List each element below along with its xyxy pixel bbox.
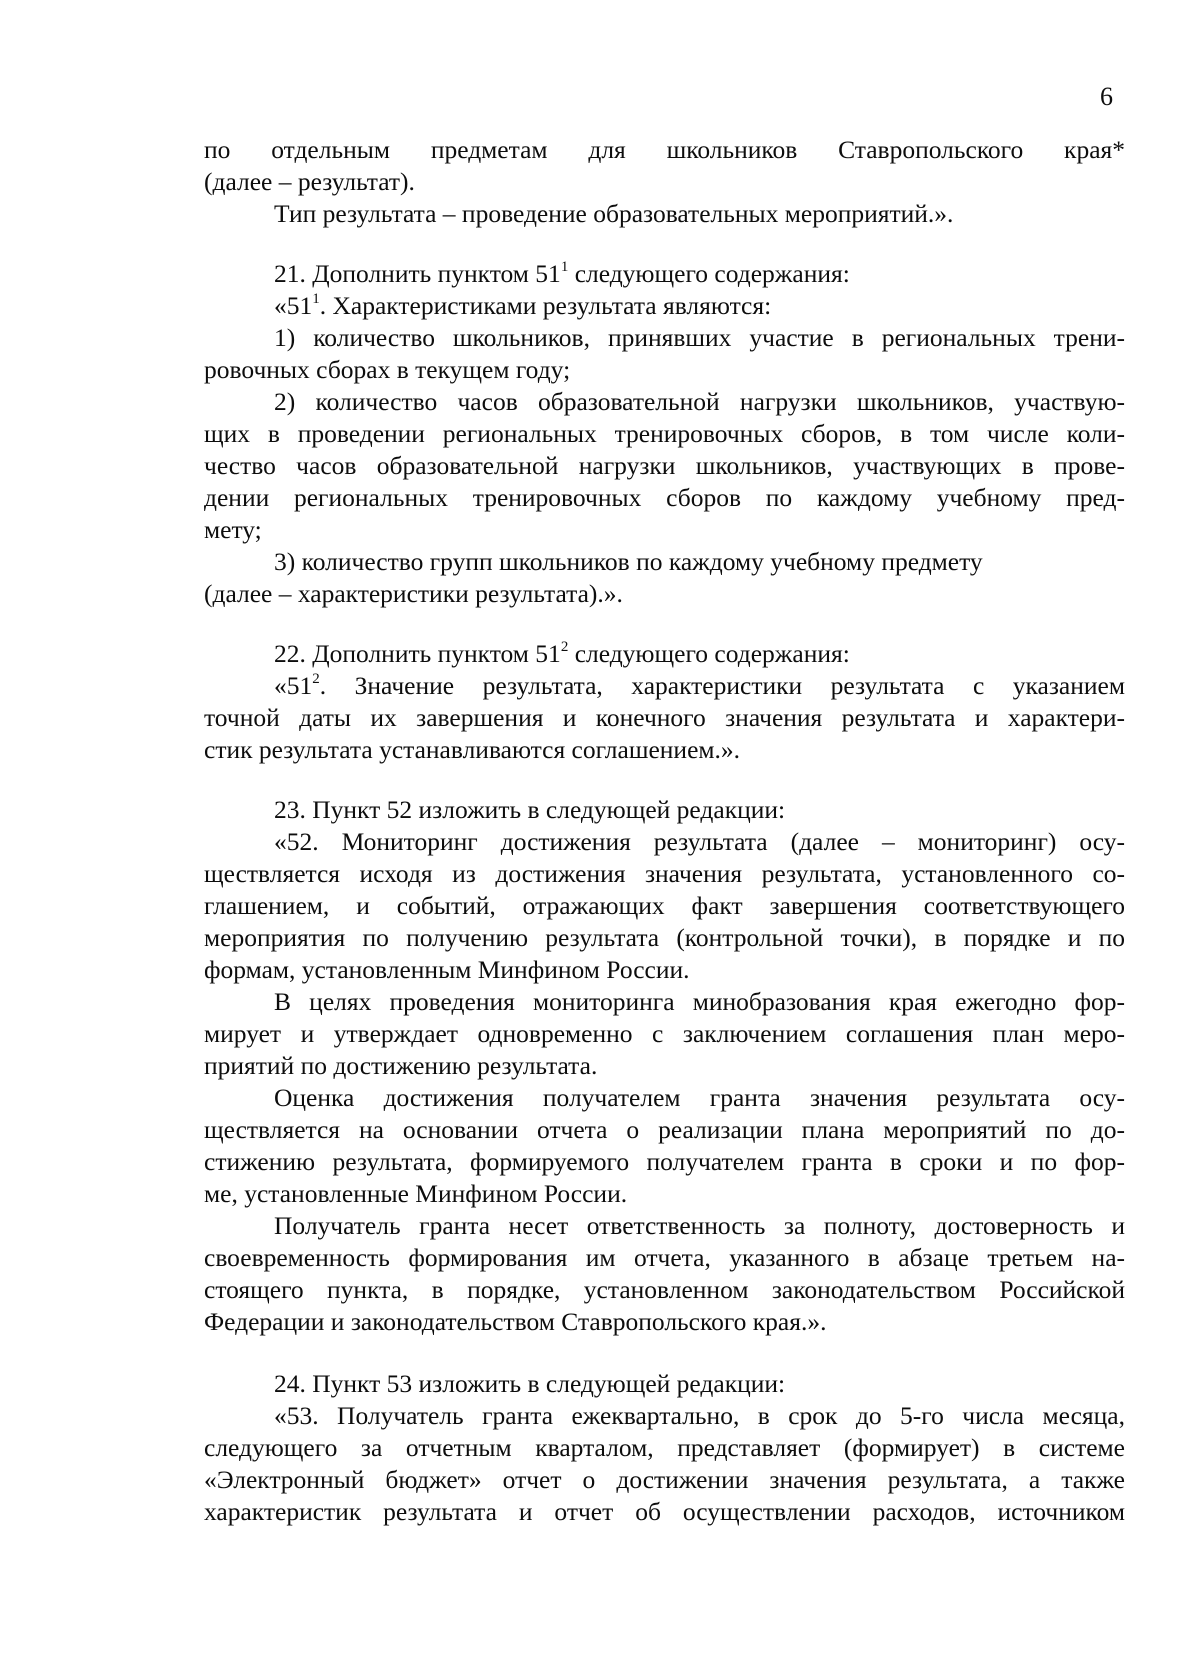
list-item-line: 2) количество часов образовательной нагрузки школьников, участвую-	[274, 387, 1125, 416]
list-item-line: чество часов образовательной нагрузки школьников, участвующих в прове-	[204, 451, 1125, 480]
page-number: 6	[1100, 82, 1113, 111]
text-line: Оценка достижения получателем гранта значения результата осу-	[274, 1083, 1125, 1112]
text-line: ме, установленные Минфином России.	[204, 1179, 628, 1208]
list-item-line: мету;	[204, 515, 262, 544]
text-line: характеристик результата и отчет об осуществлении расходов, источником	[204, 1497, 1125, 1526]
list-item-line: 3) количество групп школьников по каждому учебному предмету	[274, 547, 983, 576]
text-line: формам, установленным Минфином России.	[204, 955, 690, 984]
text-line: стоящего пункта, в порядке, установленном законодательством Российской	[204, 1275, 1125, 1304]
quote-line: «$51^1$. Характеристиками результата являются:	[274, 290, 772, 320]
section-heading: 21. Дополнить пунктом $51^1$ следующего содержания:	[274, 258, 850, 288]
section-heading: 22. Дополнить пунктом $51^2$ следующего содержания:	[274, 638, 850, 668]
list-item-line: ровочных сборах в текущем году;	[204, 355, 571, 384]
spacer	[204, 610, 1125, 638]
section-heading: 24. Пункт 53 изложить в следующей редакции:	[274, 1369, 786, 1398]
text-line: «53. Получатель гранта ежеквартально, в срок до 5-го числа месяца,	[274, 1401, 1125, 1430]
list-item-line: дении региональных тренировочных сборов по каждому учебному пред-	[204, 483, 1125, 512]
text-line: по отдельным предметам для школьников Ставропольского края*	[204, 135, 1125, 164]
text-line: Федерации и законодательством Ставропольского края.».	[204, 1307, 827, 1336]
section-21	[204, 258, 1125, 610]
spacer	[204, 766, 1125, 794]
section-heading: 23. Пункт 52 изложить в следующей редакции:	[274, 795, 786, 824]
text-line: Получатель гранта несет ответственность за полноту, достоверность и	[274, 1211, 1125, 1240]
text-line: «Электронный бюджет» отчет о достижении значения результата, а также	[204, 1465, 1125, 1494]
section-24	[204, 1368, 1125, 1528]
section-23	[204, 794, 1125, 1338]
list-item-line: (далее – характеристики результата).».	[204, 579, 623, 608]
text-line: глашением, и событий, отражающих факт завершения соответствующего	[204, 891, 1125, 920]
text-line: стик результата устанавливаются соглашением.».	[204, 735, 741, 764]
spacer	[204, 230, 1125, 258]
text-line: приятий по достижению результата.	[204, 1051, 598, 1080]
text-line: мирует и утверждает одновременно с заключением соглашения план меро-	[204, 1019, 1125, 1048]
list-item-line: 1) количество школьников, принявших участие в региональных трени-	[274, 323, 1125, 352]
text-line: точной даты их завершения и конечного значения результата и характери-	[204, 703, 1125, 732]
text-line: ществляется исходя из достижения значения результата, установленного со-	[204, 859, 1125, 888]
text-line: В целях проведения мониторинга минобразования края ежегодно фор-	[274, 987, 1125, 1016]
text-line: своевременность формирования им отчета, указанного в абзаце третьем на-	[204, 1243, 1125, 1272]
text-line: (далее – результат).	[204, 167, 415, 196]
text-line: мероприятия по получению результата (контрольной точки), в порядке и по	[204, 923, 1125, 952]
text-line: «52. Мониторинг достижения результата (далее – мониторинг) осу-	[274, 827, 1125, 856]
spacer	[204, 1338, 1125, 1368]
paragraph-continuation	[204, 134, 1125, 230]
quote-line: «$51^2$. Значение результата, характеристики результата с указанием	[274, 670, 1125, 700]
text-line: ществляется на основании отчета о реализации плана мероприятий по до-	[204, 1115, 1125, 1144]
text-line: следующего за отчетным кварталом, представляет (формирует) в системе	[204, 1433, 1125, 1462]
text-line: стижению результата, формируемого получателем гранта в сроки и по фор-	[204, 1147, 1125, 1176]
text-line: Тип результата – проведение образовательных мероприятий.».	[274, 199, 954, 228]
document-body	[204, 134, 1125, 1528]
section-22	[204, 638, 1125, 766]
list-item-line: щих в проведении региональных тренировочных сборов, в том числе коли-	[204, 419, 1125, 448]
